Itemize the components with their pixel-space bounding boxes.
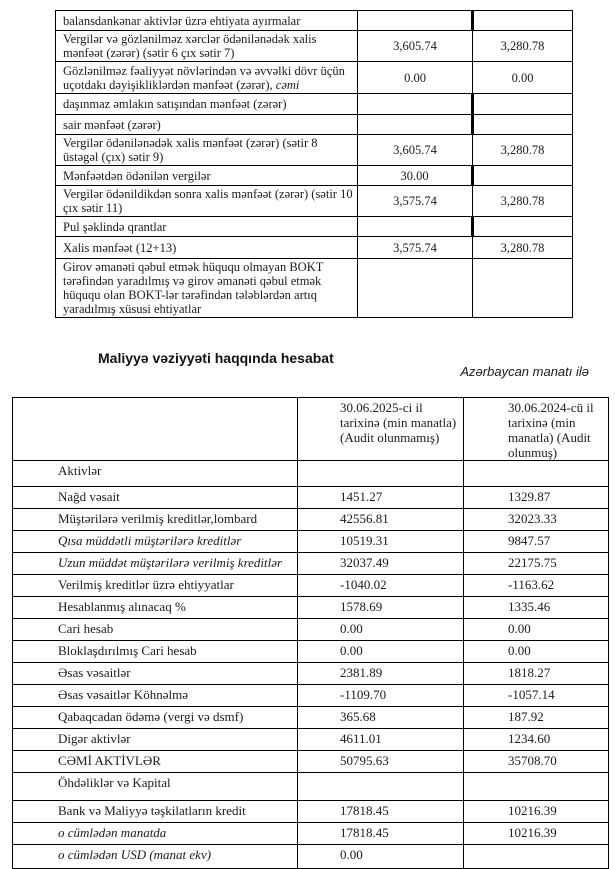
- row-label-cell: Xalis mənfəət (12+13): [56, 237, 358, 259]
- value-col1-cell: [358, 11, 473, 31]
- row-label-cell: Cari hesab: [13, 619, 298, 641]
- value-col2-cell: [473, 115, 573, 135]
- value-col1-cell: 3,575.74: [358, 186, 473, 217]
- row-label-cell: Əsas vəsaitlər Köhnəlmə: [13, 685, 298, 707]
- table-row: [13, 509, 609, 531]
- row-label-cell: Vergilər və gözlənilməz xərclər ödənilənədək xalis mənfəət (zərər) (sətir 6 çıx sətir 7): [56, 31, 358, 62]
- table-row: [56, 237, 573, 259]
- table-row: [13, 531, 609, 553]
- row-label-cell: Girov əmanəti qəbul etmək hüququ olmayan BOKT tərəfindən yaradılmış və girov əmanəti qəbul etmək hüququ olan BOKT-lər tərəfindən tələblərdən artıq yaradılmış xüsusi ehtiyatlar: [56, 259, 358, 318]
- row-label-cell: Gözlənilməz fəaliyyət növlərindən və əvvəlki dövr üçün uçotdakı dəyişikliklərdən mənfəət (zərər), cəmi: [56, 62, 358, 94]
- row-label-cell: Nağd vəsait: [13, 487, 298, 509]
- value-2025-cell: 1451.27: [298, 487, 464, 509]
- table-header-row: [13, 398, 609, 461]
- table-row: [13, 685, 609, 707]
- value-col1-cell: [358, 259, 473, 318]
- table-row: [56, 62, 573, 94]
- row-label-cell: Mənfəətdən ödənilən vergilər: [56, 166, 358, 186]
- table-row: [13, 751, 609, 773]
- table-row: [56, 259, 573, 318]
- value-col1-cell: [358, 217, 473, 237]
- value-col2-cell: 3,280.78: [473, 135, 573, 166]
- value-2025-cell: -1109.70: [298, 685, 464, 707]
- value-2025-cell: 4611.01: [298, 729, 464, 751]
- table-row: [13, 619, 609, 641]
- value-2024-cell: 187.92: [464, 707, 609, 729]
- value-2024-cell: 0.00: [464, 619, 609, 641]
- value-2025-cell: 17818.45: [298, 801, 464, 823]
- table-row: [56, 217, 573, 237]
- table-row: [13, 823, 609, 845]
- table-row: [56, 11, 573, 31]
- profit-loss-table: [55, 10, 573, 318]
- row-label-cell: balansdankənar aktivlər üzrə ehtiyata ayırmalar: [56, 11, 358, 31]
- value-col1-cell: [358, 115, 473, 135]
- row-label-cell: Hesablanmış alınacaq %: [13, 597, 298, 619]
- value-2024-cell: 1329.87: [464, 487, 609, 509]
- row-label-cell: Müştərilərə verilmiş kreditlər,lombard: [13, 509, 298, 531]
- section-row: [13, 773, 609, 801]
- table-row: [13, 575, 609, 597]
- table-row: [13, 641, 609, 663]
- table-row: [13, 487, 609, 509]
- row-label-cell: daşınmaz əmlakın satışından mənfəət (zərər): [56, 94, 358, 115]
- value-col2-cell: 3,280.78: [473, 31, 573, 62]
- row-label-italic: cəmi: [275, 77, 300, 92]
- row-label-cell: o cümlədən USD (manat ekv): [13, 845, 298, 869]
- value-2024-cell: 0.00: [464, 641, 609, 663]
- row-label-cell: Əsas vəsaitlər: [13, 663, 298, 685]
- value-2024-cell: 1818.27: [464, 663, 609, 685]
- value-col2-cell: 3,280.78: [473, 237, 573, 259]
- value-col1-cell: 30.00: [358, 166, 473, 186]
- table-row: [13, 845, 609, 869]
- row-label-cell: Digər aktivlər: [13, 729, 298, 751]
- value-2025-cell: 365.68: [298, 707, 464, 729]
- table-row: [13, 553, 609, 575]
- header-empty-cell: [13, 398, 298, 461]
- value-2025-cell: 50795.63: [298, 751, 464, 773]
- balance-sheet-table: [12, 397, 609, 869]
- value-2025-cell: 10519.31: [298, 531, 464, 553]
- value-2024-cell: 10216.39: [464, 801, 609, 823]
- value-2024-cell: -1163.62: [464, 575, 609, 597]
- table-row: [13, 729, 609, 751]
- table-row: [13, 663, 609, 685]
- row-label-cell: Öhdəliklər və Kapital: [13, 773, 298, 801]
- value-2025-cell: 42556.81: [298, 509, 464, 531]
- header-2025-cell: 30.06.2025-ci il tarixinə (min manatla) (Audit olunmamış): [298, 398, 464, 461]
- table-row: [56, 135, 573, 166]
- table-row: [56, 94, 573, 115]
- table-row: [56, 166, 573, 186]
- row-label-cell: Bank və Maliyyə təşkilatların kredit: [13, 801, 298, 823]
- table-row: [13, 707, 609, 729]
- value-col2-cell: [473, 94, 573, 115]
- value-2025-cell: 32037.49: [298, 553, 464, 575]
- row-label-cell: CƏMİ AKTİVLƏR: [13, 751, 298, 773]
- value-col1-cell: 3,605.74: [358, 135, 473, 166]
- value-col2-cell: 0.00: [473, 62, 573, 94]
- row-label-cell: Qısa müddətli müştərilərə kreditlər: [13, 531, 298, 553]
- value-col1-cell: 0.00: [358, 62, 473, 94]
- value-2024-cell: 1234.60: [464, 729, 609, 751]
- value-col2-cell: [473, 166, 573, 186]
- value-2025-cell: [298, 773, 464, 801]
- value-2025-cell: 0.00: [298, 845, 464, 869]
- section-row: [13, 461, 609, 487]
- table-row: [56, 115, 573, 135]
- value-2024-cell: 10216.39: [464, 823, 609, 845]
- value-2024-cell: -1057.14: [464, 685, 609, 707]
- row-label-cell: Uzun müddət müştərilərə verilmiş kreditlər: [13, 553, 298, 575]
- value-2025-cell: -1040.02: [298, 575, 464, 597]
- row-label-cell: sair mənfəət (zərər): [56, 115, 358, 135]
- row-label-cell: o cümlədən manatda: [13, 823, 298, 845]
- header-2024-cell: 30.06.2024-cü il tarixinə (min manatla) (Audit olunmuş): [464, 398, 609, 461]
- row-label-cell: Qabaqcadan ödəmə (vergi və dsmf): [13, 707, 298, 729]
- row-label-cell: Vergilər ödənilənədək xalis mənfəət (zərər) (sətir 8 üstəgəl (çıx) sətir 9): [56, 135, 358, 166]
- value-2025-cell: 2381.89: [298, 663, 464, 685]
- value-2025-cell: [298, 461, 464, 487]
- value-col2-cell: [473, 217, 573, 237]
- table-row: [13, 801, 609, 823]
- value-2024-cell: 32023.33: [464, 509, 609, 531]
- row-label-cell: Vergilər ödənildikdən sonra xalis mənfəət (zərər) (sətir 10 çıx sətir 11): [56, 186, 358, 217]
- value-2025-cell: 17818.45: [298, 823, 464, 845]
- value-col1-cell: 3,575.74: [358, 237, 473, 259]
- value-2025-cell: 1578.69: [298, 597, 464, 619]
- table-row: [56, 31, 573, 62]
- value-2025-cell: 0.00: [298, 619, 464, 641]
- value-2024-cell: [464, 773, 609, 801]
- value-col2-cell: 3,280.78: [473, 186, 573, 217]
- table-row: [13, 597, 609, 619]
- value-col1-cell: [358, 94, 473, 115]
- currency-note: Azərbaycan manatı ilə: [460, 364, 589, 379]
- report-title: Maliyyə vəziyyəti haqqında hesabat: [98, 350, 334, 366]
- value-2024-cell: 22175.75: [464, 553, 609, 575]
- value-2024-cell: 1335.46: [464, 597, 609, 619]
- row-label-cell: Pul şəklində qrantlar: [56, 217, 358, 237]
- row-label-cell: Bloklaşdırılmış Cari hesab: [13, 641, 298, 663]
- row-label-cell: Aktivlər: [13, 461, 298, 487]
- value-2024-cell: 35708.70: [464, 751, 609, 773]
- row-label-cell: Verilmiş kreditlər üzrə ehtiyyatlar: [13, 575, 298, 597]
- value-col2-cell: [473, 11, 573, 31]
- value-2025-cell: 0.00: [298, 641, 464, 663]
- value-col1-cell: 3,605.74: [358, 31, 473, 62]
- value-2024-cell: [464, 461, 609, 487]
- table-row: [56, 186, 573, 217]
- value-2024-cell: [464, 845, 609, 869]
- value-col2-cell: [473, 259, 573, 318]
- value-2024-cell: 9847.57: [464, 531, 609, 553]
